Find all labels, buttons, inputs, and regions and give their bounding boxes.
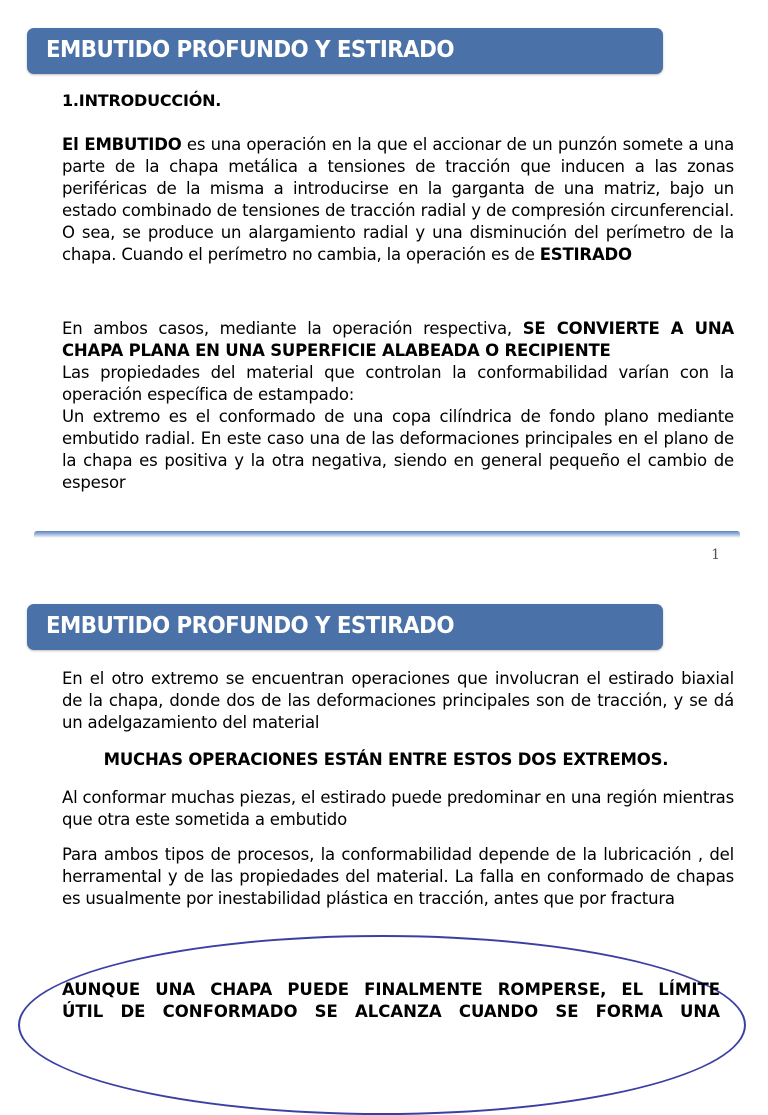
- callout-ellipse: [18, 935, 746, 1115]
- slide-divider: [34, 531, 740, 538]
- slide-2-body-2: [62, 787, 734, 831]
- embutido-definition-text: es una operación en la que el accionar de un punzón somete a una parte de la chapa metálica a tensiones de tracción que inducen a las zonas periféricas de la misma a introducirse en la garganta de una matriz, bajo un estado combinado de tensiones de tracción radial y de compresión circunferencial. O sea, se produce un alargamiento radial y una disminución del perímetro de la chapa. Cuando el perímetro no cambia, la operación es de: [62, 135, 734, 264]
- page-number: 1: [711, 547, 720, 563]
- extremes-heading: MUCHAS OPERACIONES ESTÁN ENTRE ESTOS DOS EXTREMOS.: [103, 750, 669, 769]
- slide-2-title: EMBUTIDO PROFUNDO Y ESTIRADO: [46, 613, 454, 639]
- slide-2-body-3: [62, 844, 734, 910]
- paragraph-ambos-casos: [62, 318, 734, 362]
- slide-2-body-1: [62, 668, 734, 734]
- slide-1-title: EMBUTIDO PROFUNDO Y ESTIRADO: [46, 37, 454, 63]
- slide-1-body: [62, 134, 734, 266]
- callout-line-1: AUNQUE UNA CHAPA PUEDE FINALMENTE ROMPERSE, EL LÍMITE: [62, 980, 720, 999]
- paragraph-otro-extremo: En el otro extremo se encuentran operaciones que involucran el estirado biaxial de la chapa, donde dos de las deformaciones principales son de tracción, y se dá un adelgazamiento del material: [62, 669, 734, 732]
- paragraph-ambos-tipos: Para ambos tipos de procesos, la conformabilidad depende de la lubricación , del herramental y de las propiedades del material. La falla en conformado de chapas es usualmente por inestabilidad plástica en tracción, antes que por fractura: [62, 845, 734, 908]
- callout-line-2: ÚTIL DE CONFORMADO SE ALCANZA CUANDO SE FORMA UNA: [62, 1002, 720, 1021]
- callout-text: [62, 979, 720, 1023]
- paragraph-embutido-definition: [62, 134, 734, 266]
- paragraph-conformar: Al conformar muchas piezas, el estirado puede predominar en una región mientras que otra este sometida a embutido: [62, 788, 734, 829]
- ambos-casos-emphasis: SE CONVIERTE A UNA CHAPA PLANA EN UNA SUPERFICIE ALABEADA O RECIPIENTE: [62, 319, 734, 360]
- slide-2: [0, 578, 768, 1024]
- paragraph-propiedades: Las propiedades del material que controlan la conformabilidad varían con la operación específica de estampado:: [62, 363, 734, 404]
- term-embutido: El EMBUTIDO: [62, 135, 182, 154]
- slide-2-title-bar: [27, 604, 663, 650]
- ambos-casos-text: En ambos casos, mediante la operación respectiva,: [62, 319, 523, 338]
- slide-1-body-2: [62, 318, 734, 494]
- section-heading: 1.INTRODUCCIÓN.: [62, 91, 222, 110]
- paragraph-extremo: Un extremo es el conformado de una copa cilíndrica de fondo plano mediante embutido radial. En este caso una de las deformaciones principales en el plano de la chapa es positiva y la otra negativa, siendo en general pequeño el cambio de espesor: [62, 407, 734, 492]
- term-estirado: ESTIRADO: [539, 245, 632, 264]
- slide-1-title-bar: [27, 28, 663, 74]
